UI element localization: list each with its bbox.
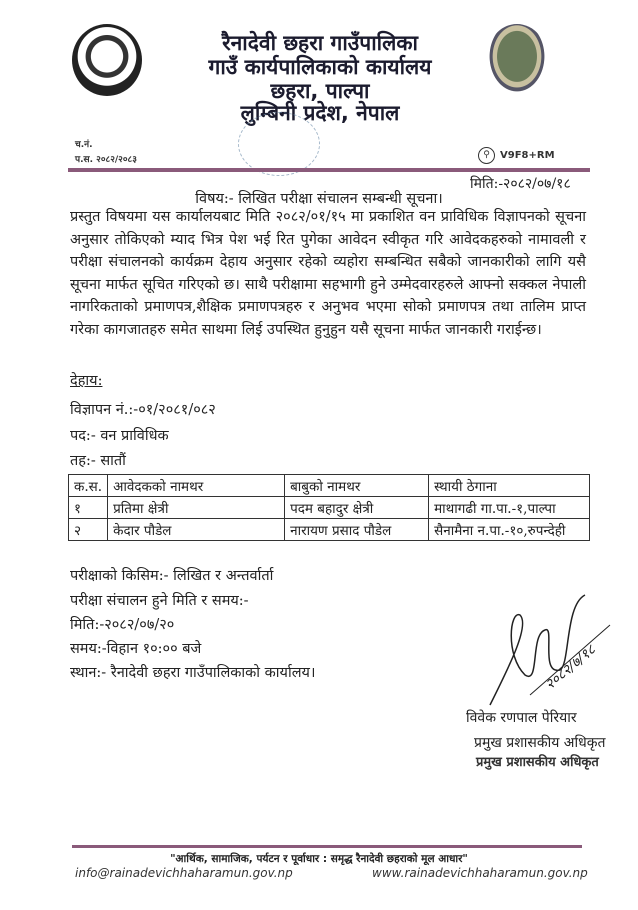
header-line-4: लुम्बिनी प्रदेश, नेपाल: [240, 101, 400, 125]
advertisement-number: विज्ञापन नं.:-०१/२०८१/०८२: [70, 402, 216, 418]
location-code: V9F8+RM: [500, 150, 555, 161]
cell-sn: २: [69, 519, 108, 541]
header-divider: [68, 168, 590, 172]
nepal-emblem-logo: [72, 24, 142, 96]
signature: [470, 585, 620, 715]
header-line-2: गाउँ कार्यपालिकाको कार्यालय: [208, 55, 432, 79]
municipality-logo: [486, 24, 548, 96]
details-heading: देहाय:: [70, 373, 103, 389]
table-header-row: [69, 475, 590, 497]
footer-divider: [72, 845, 582, 848]
level: तह:- सातौं: [70, 453, 126, 469]
location: [478, 147, 555, 164]
footer-slogan: "आर्थिक, सामाजिक, पर्यटन र पूर्वाधार : समृद्ध रैनादेवी छहराको मूल आधार": [170, 853, 468, 865]
exam-type: परीक्षाको किसिम:- लिखित र अन्तर्वार्ता: [70, 568, 274, 584]
exam-schedule-heading: परीक्षा संचालन हुने मिति र समय:-: [70, 593, 249, 609]
fiscal-year: प.स. २०८२/२०८३: [75, 155, 137, 165]
notice-date: मिति:-२०८२/०७/१८: [470, 176, 571, 192]
exam-time: समय:-विहान १०:०० बजे: [70, 641, 202, 657]
subject: विषय:- लिखित परीक्षा संचालन सम्बन्धी सूचना।: [195, 191, 443, 207]
notice-body: प्रस्तुत विषयमा यस कार्यालयबाट मिति २०८२/०१/१५ मा प्रकाशित वन प्राविधिक विज्ञापनको सूचना अनुसार तोकिएको म्याद भित्र पेश भई रित पुगेका आवेदन स्वीकृत गरि आवेदकहरुको नामावली र परीक्षा संचालनको कार्यक्रम देहाय अनुसार रहेको व्यहोरा सम्बन्धित सबैको जानकारीको लागि यसै सूचना मार्फत सूचित गरिएको छ। साथै परीक्षामा सहभागी हुने उम्मेदवारहरुले आफ्नो सक्कल नेपाली नागरिकताको प्रमाणपत्र,शैक्षिक प्रमाणपत्रहरु र अनुभव भएमा सोको प्रमाणपत्र तथा तालिम प्राप्त गरेका कागजातहरु समेत साथमा लिई उपस्थित हुनुहुन यसै सूचना मार्फत जानकारी गराईन्छ।: [70, 209, 586, 338]
location-pin-icon: ⚲: [478, 147, 495, 164]
header-father-name: बाबुको नामथर: [285, 475, 429, 497]
reference-number: च.नं.: [75, 140, 93, 150]
cell-address: सैनामैना न.पा.-१०,रुपन्देही: [429, 519, 590, 541]
cell-father-name: पदम बहादुर क्षेत्री: [285, 497, 429, 519]
cell-applicant-name: केदार पौडेल: [108, 519, 285, 541]
footer-email[interactable]: info@rainadevichhaharamun.gov.np: [75, 866, 293, 880]
footer-website[interactable]: www.rainadevichhaharamun.gov.np: [372, 866, 588, 880]
exam-venue: स्थान:- रैनादेवी छहरा गाउँपालिकाको कार्यालय।: [70, 665, 316, 681]
header-sn: क.स.: [69, 475, 108, 497]
cell-address: माथागढी गा.पा.-१,पाल्पा: [429, 497, 590, 519]
signatory-stamp: प्रमुख प्रशासकीय अधिकृत: [476, 755, 599, 770]
candidates-table: [68, 474, 590, 541]
cell-father-name: नारायण प्रसाद पौडेल: [285, 519, 429, 541]
table-row: [69, 519, 590, 541]
header-applicant-name: आवेदकको नामथर: [108, 475, 285, 497]
office-stamp: [238, 112, 320, 176]
cell-sn: १: [69, 497, 108, 519]
signatory-title: प्रमुख प्रशासकीय अधिकृत: [474, 735, 606, 751]
signatory-name: विवेक रणपाल पेरियार: [466, 710, 577, 726]
table-row: [69, 497, 590, 519]
exam-date: मिति:-२०८२/०७/२०: [70, 617, 175, 633]
cell-applicant-name: प्रतिमा क्षेत्री: [108, 497, 285, 519]
header-line-1: रैनादेवी छहरा गाउँपालिका: [222, 31, 418, 55]
signature-date: २०८२/७/१८: [542, 641, 599, 694]
post: पद:- वन प्राविधिक: [70, 428, 169, 444]
header-address: स्थायी ठेगाना: [429, 475, 590, 497]
header-line-3: छहरा, पाल्पा: [270, 79, 370, 103]
